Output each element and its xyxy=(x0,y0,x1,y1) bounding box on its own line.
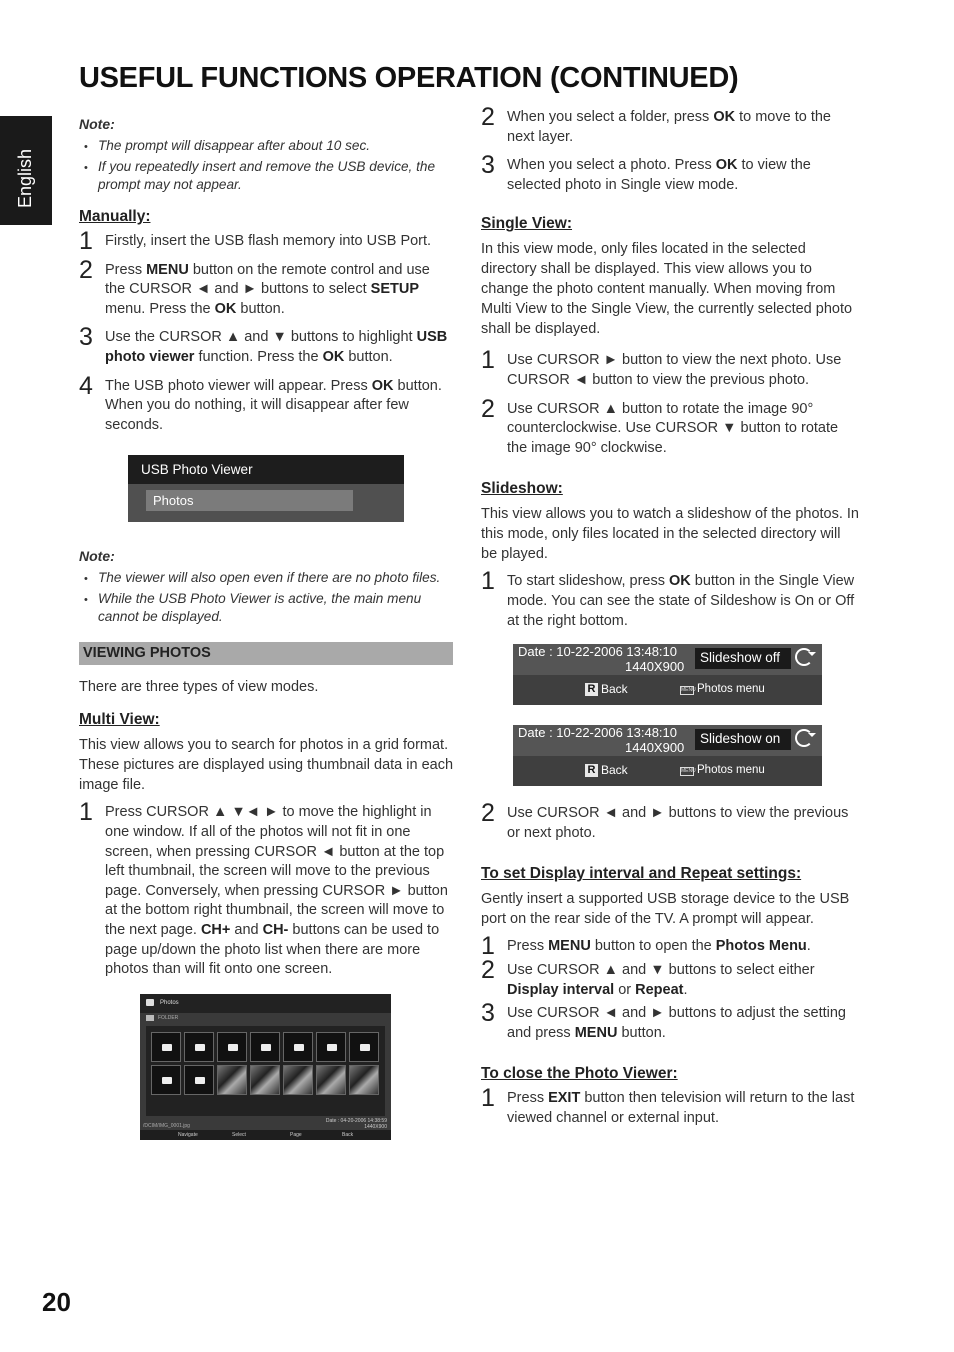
step-text: Use the CURSOR ▲ and ▼ buttons to highlight USB photo viewer function. Press the OK button. xyxy=(105,329,448,365)
note-item: • While the USB Photo Viewer is active, the main menu cannot be displayed. xyxy=(79,590,453,626)
step-text: Use CURSOR ▲ button to rotate the image 90° counterclockwise. Use CURSOR ▼ button to rotate the image 90° clockwise. xyxy=(507,400,839,456)
note-heading-2: Note: xyxy=(79,548,115,565)
folder-thumb xyxy=(349,1032,379,1062)
step-text: Press EXIT button then television will return to the last viewed channel or external input. xyxy=(507,1090,855,1126)
step-text: When you select a photo. Press OK to view the selected photo in Single view mode. xyxy=(507,157,811,193)
step-number: 3 xyxy=(481,151,495,180)
ss-photos-menu: Photos menu xyxy=(697,764,765,777)
step xyxy=(79,227,453,255)
viewing-photos-band: VIEWING PHOTOS xyxy=(79,642,453,665)
usb-menu-item-photos: Photos xyxy=(146,490,353,511)
slideshow-off-screen xyxy=(513,644,822,705)
step-number: 1 xyxy=(481,346,495,375)
single-view-heading: Single View: xyxy=(481,215,573,233)
step xyxy=(481,346,859,390)
right-column xyxy=(481,103,859,1137)
step xyxy=(481,394,859,459)
step-number: 2 xyxy=(481,955,495,984)
display-interval-heading: To set Display interval and Repeat settings: xyxy=(481,865,802,883)
folder-thumb xyxy=(184,1032,214,1062)
usb-photo-viewer-menu xyxy=(128,455,404,522)
menu-key-icon: MENU xyxy=(681,768,696,775)
language-tab xyxy=(0,116,52,225)
manually-steps xyxy=(79,227,453,435)
step-number: 1 xyxy=(79,798,93,827)
note-list xyxy=(79,137,453,194)
folder-thumb xyxy=(151,1065,181,1095)
hint-back: Back xyxy=(342,1131,354,1138)
display-interval-para: Gently insert a supported USB storage device to the USB port on the rear side of the TV. A prompt will appear. xyxy=(481,891,850,928)
hint-page: Page xyxy=(290,1131,302,1138)
left-column xyxy=(79,116,453,1140)
step-number: 3 xyxy=(481,999,495,1028)
hint-bar xyxy=(140,1130,391,1140)
step xyxy=(481,999,859,1043)
photo-filename: /DCIM/IMG_0001.jpg xyxy=(143,1122,190,1129)
step xyxy=(481,955,859,1000)
ss-resolution: 1440X900 xyxy=(625,659,685,675)
folder-steps xyxy=(481,103,859,195)
multi-view-steps xyxy=(79,798,453,979)
note-item: • The viewer will also open even if there are no photo files. xyxy=(79,569,453,587)
step-number: 2 xyxy=(481,103,495,131)
step-text: Use CURSOR ▲ and ▼ buttons to select either Display interval or Repeat. xyxy=(507,961,815,998)
folder-thumb xyxy=(316,1032,346,1062)
language-label: English xyxy=(15,148,35,208)
repeat-icon xyxy=(795,648,813,666)
folder-thumb xyxy=(283,1032,313,1062)
step xyxy=(79,323,453,367)
step-text: Firstly, insert the USB flash memory into USB Port. xyxy=(105,233,432,249)
step-text: To start slideshow, press OK button in the Single View mode. You can see the state of Sildeshow is On or Off at the right bottom. xyxy=(507,573,855,629)
photo-thumb xyxy=(283,1065,313,1095)
step-text: Press CURSOR ▲ ▼◄ ► to move the highlight in one window. If all of the photos will not fit in one screen, when pressing CURSOR ◄ button at the top left thumbnail, the screen will move to the previous page. Conversely, when pressing CURSOR ► button at the bottom right thumbnail, the screen will move to the next page. CH+ and CH- buttons can be used to page up/down the photo list when there are more photos than will fit onto one screen. xyxy=(105,804,448,978)
step xyxy=(79,371,453,436)
page-number: 20 xyxy=(42,1287,71,1317)
note-item: • If you repeatedly insert and remove the USB device, the prompt may not appear. xyxy=(79,158,453,194)
hint-select: Select xyxy=(232,1131,246,1138)
ss-back: Back xyxy=(601,763,628,778)
step-number: 2 xyxy=(79,255,93,284)
usb-menu-header: USB Photo Viewer xyxy=(128,455,404,484)
step-text: Use CURSOR ◄ and ► buttons to adjust the setting and press MENU button. xyxy=(507,1005,847,1041)
note-list-2 xyxy=(79,569,453,626)
ss-date: Date : 10-22-2006 13:48:10 xyxy=(518,725,678,741)
step xyxy=(79,255,453,320)
folder-label: FOLDER xyxy=(158,1014,179,1021)
folder-icon xyxy=(146,1015,154,1021)
ss-photos-menu: Photos menu xyxy=(697,683,765,696)
step-text: Use CURSOR ► button to view the next photo. Use CURSOR ◄ button to view the previous photo. xyxy=(507,352,842,388)
step-number: 1 xyxy=(481,932,495,961)
multi-view-para: This view allows you to search for photos in a grid format. These pictures are displayed using thumbnail data in each image file. xyxy=(79,737,454,794)
hint-navigate: Navigate xyxy=(178,1131,198,1138)
slideshow-on-screen xyxy=(513,725,822,786)
multi-view-heading: Multi View: xyxy=(79,711,160,729)
menu-key-icon: MENU xyxy=(681,687,696,694)
step xyxy=(481,103,859,147)
folder-thumb xyxy=(250,1032,280,1062)
step-number: 1 xyxy=(481,567,495,596)
step xyxy=(481,567,859,631)
close-viewer-steps xyxy=(481,1084,859,1128)
step-number: 3 xyxy=(79,323,93,352)
step xyxy=(481,799,859,843)
step xyxy=(79,798,453,979)
step-text: When you select a folder, press OK to move to the next layer. xyxy=(507,109,831,145)
slideshow-state: Slideshow off xyxy=(695,648,791,669)
photo-thumb xyxy=(349,1065,379,1095)
r-key-icon: R xyxy=(585,683,598,696)
slideshow-para: This view allows you to watch a slideshow of the photos. In this mode, only files located in the selected directory will be played. xyxy=(481,506,859,563)
step-number: 2 xyxy=(481,799,495,828)
ss-resolution: 1440X900 xyxy=(625,740,685,756)
manually-heading: Manually: xyxy=(79,208,151,225)
photo-thumb xyxy=(250,1065,280,1095)
step-number: 2 xyxy=(481,394,495,423)
ss-back: Back xyxy=(601,682,628,697)
slideshow-heading: Slideshow: xyxy=(481,480,563,498)
ss-date: Date : 10-22-2006 13:48:10 xyxy=(518,644,678,660)
step xyxy=(481,932,859,961)
thumbnail-grid xyxy=(146,1026,385,1116)
note-item: • The prompt will disappear after about 10 sec. xyxy=(79,137,453,155)
slideshow-step-2 xyxy=(481,799,859,843)
photo-thumb xyxy=(316,1065,346,1095)
note-heading: Note: xyxy=(79,116,115,132)
step-text: The USB photo viewer will appear. Press OK button. When you do nothing, it will disappear after few seconds. xyxy=(105,377,442,433)
multi-view-screenshot xyxy=(140,994,391,1140)
photos-header: Photos xyxy=(140,994,391,1013)
r-key-icon: R xyxy=(585,764,598,777)
slideshow-step-1 xyxy=(481,567,859,631)
single-view-para: In this view mode, only files located in the selected directory shall be displayed. This view allows you to change the photo content manually. When moving from Multi View to the Single View, the currently selected photo shall be displayed. xyxy=(481,241,853,338)
folder-thumb xyxy=(184,1065,214,1095)
photo-date: Date : 04-20-2006 14:38:59 1440X900 xyxy=(325,1117,387,1130)
step-number: 1 xyxy=(79,227,93,255)
step-text: Press MENU button on the remote control and use the CURSOR ◄ and ► buttons to select SETUP menu. Press the OK button. xyxy=(105,261,430,317)
display-interval-steps xyxy=(481,932,859,1043)
step xyxy=(481,1084,859,1128)
close-viewer-heading: To close the Photo Viewer: xyxy=(481,1065,678,1083)
step xyxy=(481,151,859,195)
repeat-icon xyxy=(795,729,813,747)
step-number: 4 xyxy=(79,371,93,400)
folder-thumb xyxy=(151,1032,181,1062)
page-title: USEFUL FUNCTIONS OPERATION (CONTINUED) xyxy=(79,62,739,94)
folder-thumb xyxy=(217,1032,247,1062)
step-number: 1 xyxy=(481,1084,495,1113)
photo-thumb xyxy=(217,1065,247,1095)
slideshow-state: Slideshow on xyxy=(695,729,791,750)
step-text: Use CURSOR ◄ and ► buttons to view the previous or next photo. xyxy=(507,805,849,841)
view-modes-intro: There are three types of view modes. xyxy=(79,679,319,696)
step-text: Press MENU button to open the Photos Menu. xyxy=(507,938,811,955)
single-view-steps xyxy=(481,346,859,458)
